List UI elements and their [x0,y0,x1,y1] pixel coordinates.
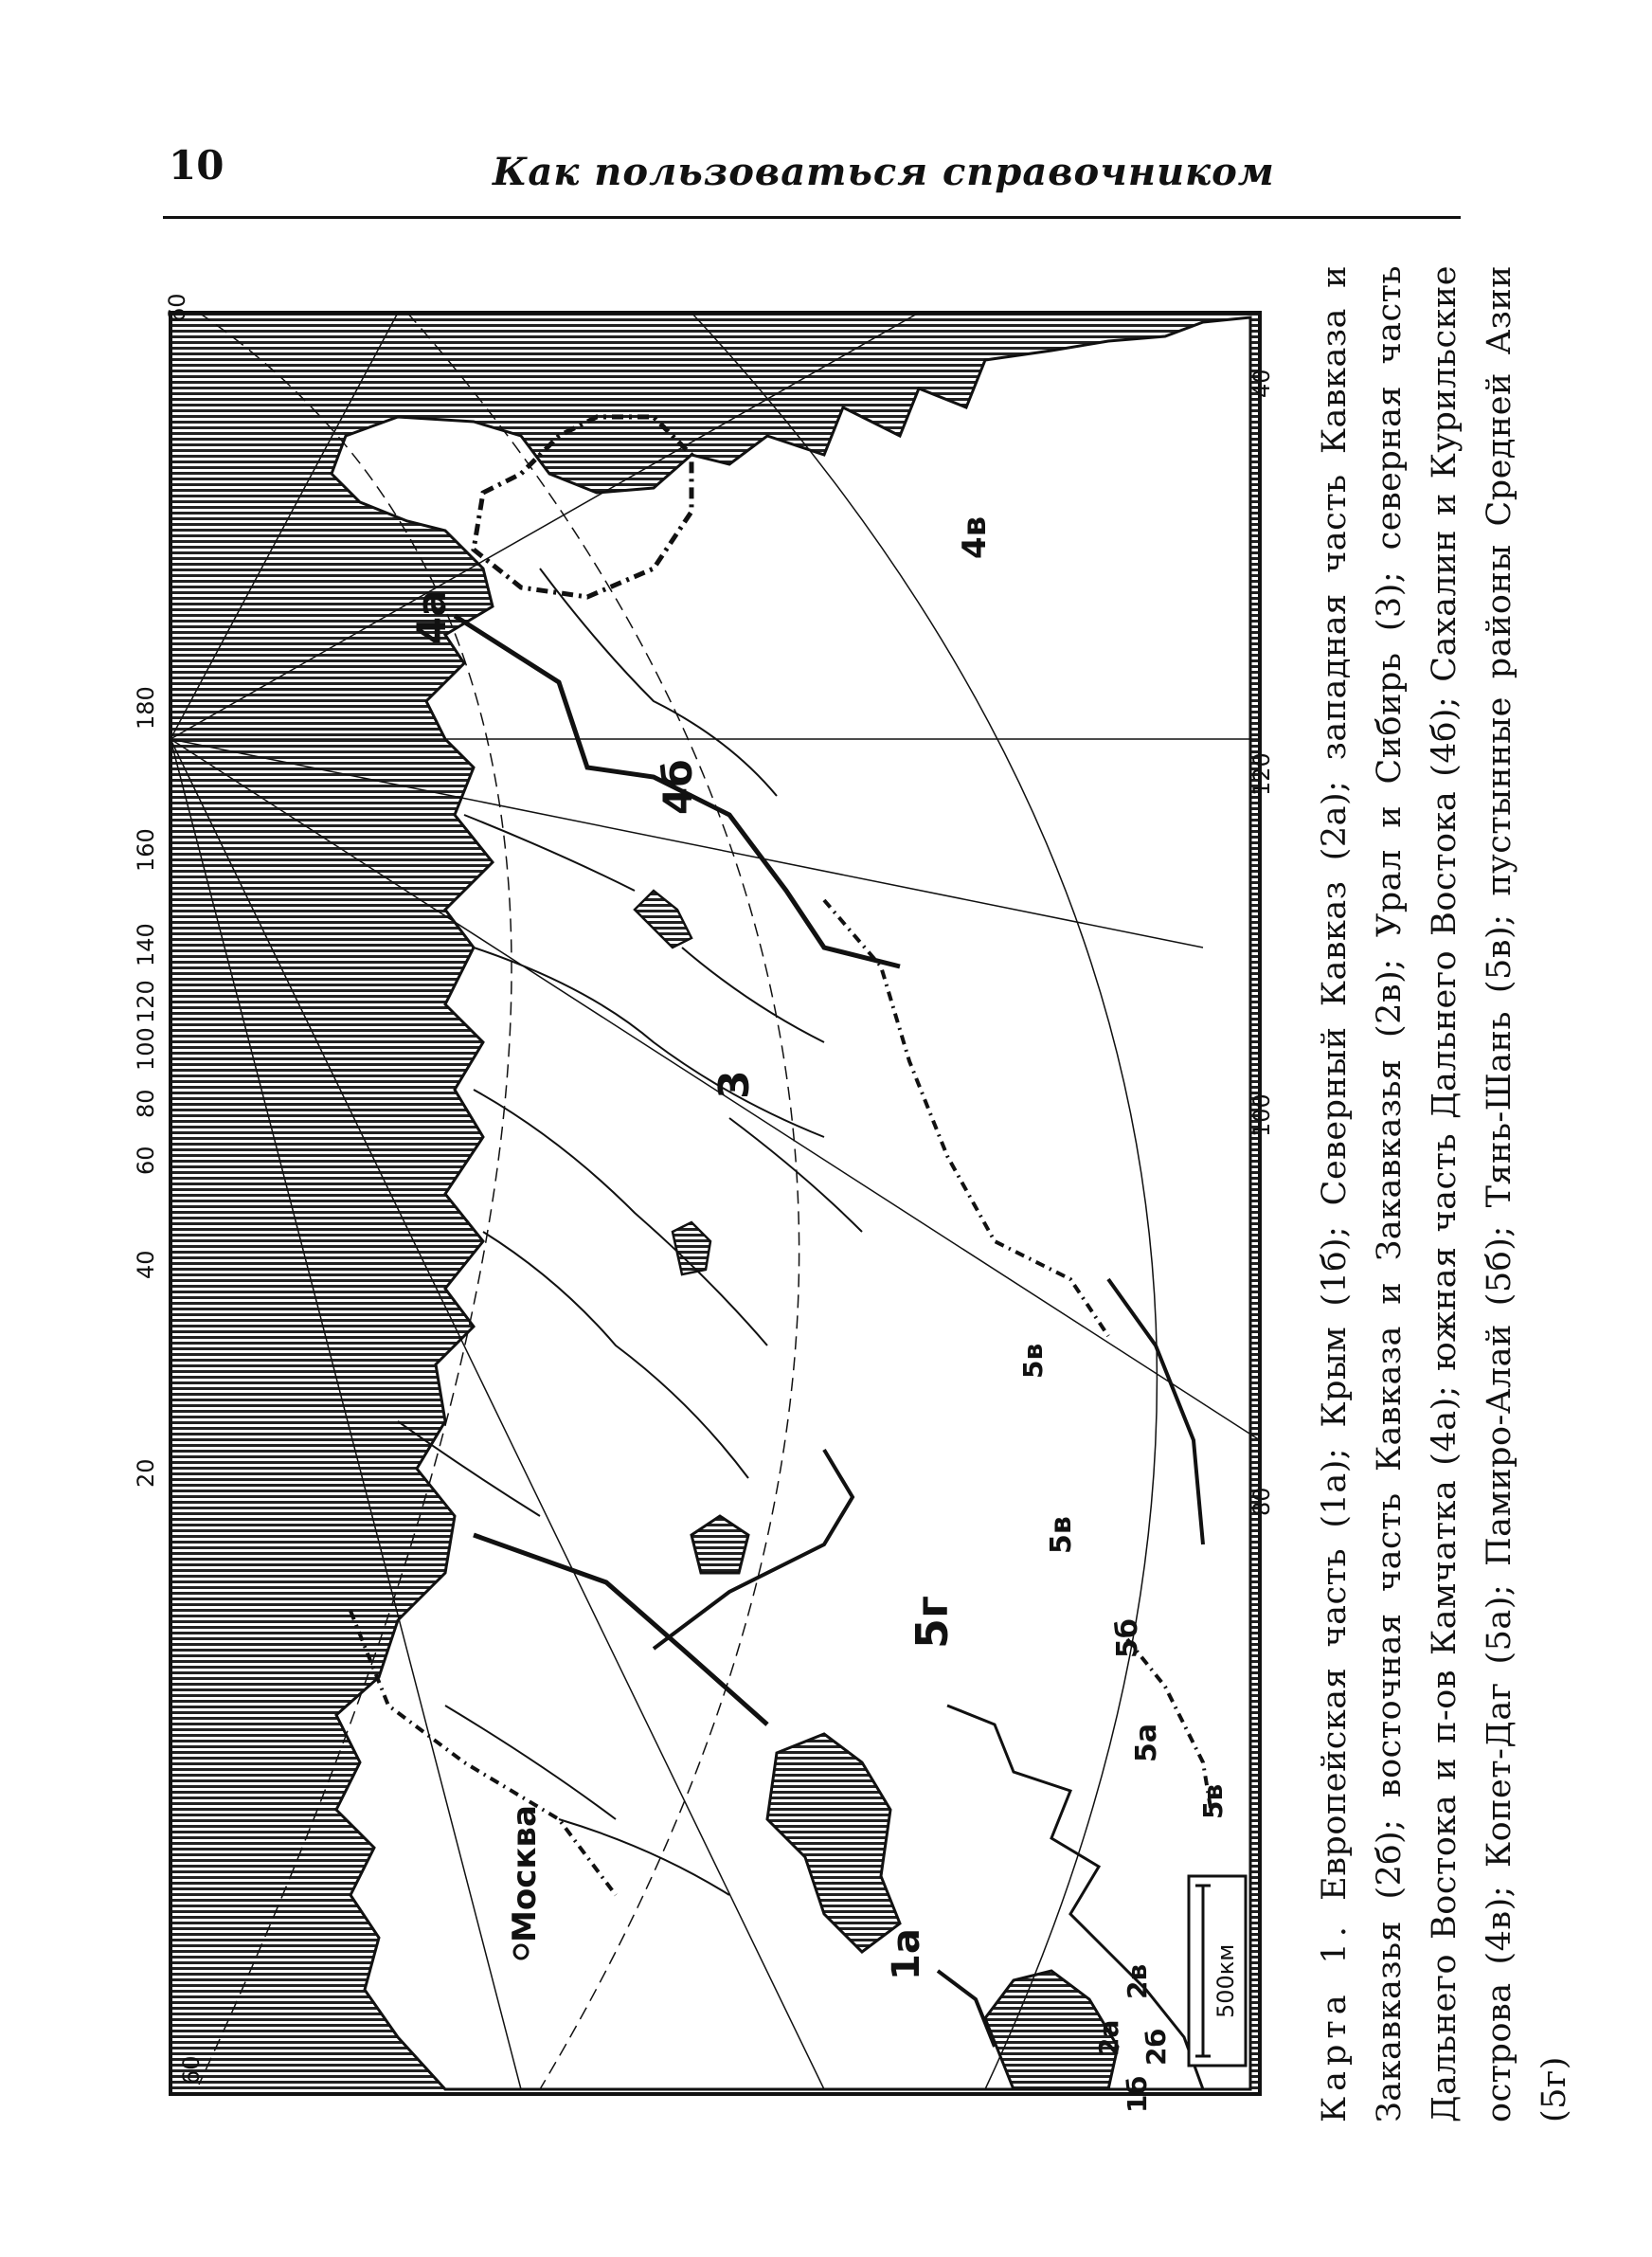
region-label-2b: 2б [1140,2028,1172,2066]
lat-label-100: 100 [1248,1093,1275,1137]
region-label-2a: 2а [1093,2019,1124,2056]
region-label-4v: 4в [956,515,994,559]
region-label-5v-a: 5в [1045,1516,1078,1554]
region-label-4a: 4а [408,589,455,644]
lat-label-60-bottom: 60 [178,2055,205,2085]
region-label-5g: 5г [907,1595,958,1649]
lon-label-100: 100 [133,1027,159,1071]
lon-label-160: 160 [133,828,159,872]
lat-label-60-top: 60 [164,293,190,322]
lat-label-80: 80 [1248,1487,1275,1516]
map-caption [1307,265,1582,2122]
scale-bar [1189,1876,1246,2066]
moscow-marker [514,1945,528,1959]
lon-label-120: 120 [133,980,159,1023]
map-figure [133,284,1326,2141]
lon-label-40: 40 [133,1250,159,1279]
lon-label-180: 180 [133,686,159,730]
lat-label-40: 40 [1248,369,1275,398]
page-number: 10 [169,142,224,189]
scale-bar-label: 500км [1212,1943,1239,2018]
region-label-5b: 5б [1111,1618,1144,1658]
region-label-5a: 5а [1130,1723,1163,1762]
caption-text: Европейская часть (1а); Крым (1б); Северный Кавказ (2а); западная часть Кавказа и Закавказья (2б); восточная часть Кавказа и Закавказья (2в); Урал и Сибирь (3); северная часть Дальнего Востока и п-ов Камчатка (4а); южная часть Дальнего Востока (4б); Сахалин и Курильские острова (4в); Копет-Даг (5а); Памиро-Алай (5б); Тянь-Шань (5в); пустынные районы Средней Азии (5г) [1316,265,1573,2122]
lon-label-140: 140 [133,923,159,966]
lon-label-80: 80 [133,1089,159,1118]
running-title: Как пользоваться справочником [493,150,1275,194]
region-label-1a: 1а [885,1928,928,1980]
region-label-3: 3 [710,1070,759,1099]
region-label-4b: 4б [655,759,701,815]
page-header [0,0,1652,246]
region-label-5v-b: 5в [1017,1343,1049,1379]
caption-lead: Карта 1. [1316,1921,1354,2122]
lon-label-60: 60 [133,1146,159,1175]
map-svg [133,284,1326,2141]
city-label-moscow: Москва [506,1805,544,1942]
lon-label-20: 20 [133,1458,159,1488]
region-label-5v-c: 5в [1197,1783,1229,1819]
region-label-2v: 2в [1122,1963,1153,1999]
region-label-1b: 1б [1122,2075,1153,2113]
header-rule [163,216,1461,219]
lat-label-120: 120 [1248,752,1275,796]
